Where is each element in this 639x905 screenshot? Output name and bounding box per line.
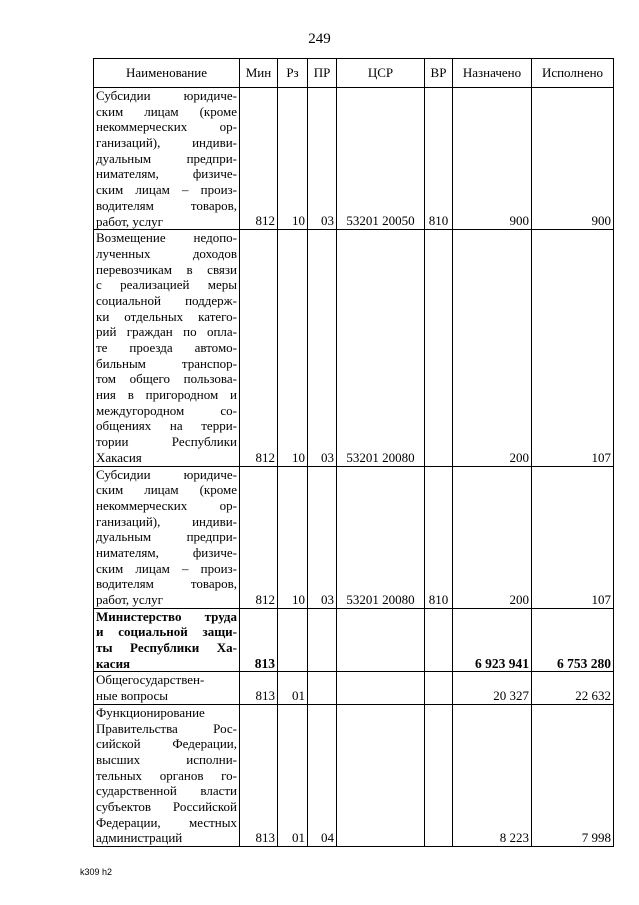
row-name-line: ты Республики Ха- xyxy=(96,640,237,656)
budget-table xyxy=(93,58,614,847)
row-name-line: те проезда автомо- xyxy=(96,340,237,355)
row-name-line: ским лицам (кроме xyxy=(96,103,237,119)
row-pr xyxy=(308,672,337,704)
table-body xyxy=(94,88,614,847)
row-name-line: бильным транспор- xyxy=(96,355,237,371)
row-assigned: 900 xyxy=(453,88,532,230)
header-csr: ЦСР xyxy=(337,59,425,88)
row-name-line: ским лицам – произ- xyxy=(96,560,237,576)
header-rz: Рз xyxy=(278,59,308,88)
row-name-line: ные вопросы xyxy=(96,688,169,704)
row-name-line: ния в пригородном и xyxy=(96,387,237,403)
page-number: 249 xyxy=(308,31,331,47)
row-name-line: касия xyxy=(96,655,131,671)
row-name-line: тельных органов го- xyxy=(96,767,237,783)
table-row xyxy=(94,230,614,466)
header-assigned: Назначено xyxy=(453,59,532,88)
row-name-line: и социальной защи- xyxy=(96,624,237,640)
row-name-line: ским лицам (кроме xyxy=(96,482,237,498)
row-assigned: 6 923 941 xyxy=(453,608,532,672)
row-name-line: водителям товаров, xyxy=(96,197,237,213)
row-name-line: Субсидии юридиче- xyxy=(96,88,237,103)
row-assigned: 8 223 xyxy=(453,704,532,846)
row-name-line: нимателям, физиче- xyxy=(96,166,237,182)
row-executed: 6 753 280 xyxy=(532,608,614,672)
row-assigned: 200 xyxy=(453,466,532,608)
table-row xyxy=(94,672,614,704)
table-row xyxy=(94,608,614,672)
row-executed: 900 xyxy=(532,88,614,230)
row-vr xyxy=(425,704,453,846)
row-name-line: том общего пользова- xyxy=(96,371,237,387)
row-vr xyxy=(425,230,453,466)
table-row xyxy=(94,88,614,230)
row-name-line: дуальным предпри- xyxy=(96,529,237,545)
row-pr: 03 xyxy=(308,466,337,608)
row-min: 812 xyxy=(240,230,278,466)
row-name xyxy=(94,466,240,608)
row-name xyxy=(94,230,240,466)
row-name-line: субъектов Российской xyxy=(96,798,237,814)
row-name-line: работ, услуг xyxy=(96,592,164,607)
row-name-line: администраций xyxy=(96,830,183,846)
row-name-line: Хакасия xyxy=(96,449,142,465)
row-name-line: нимателям, физиче- xyxy=(96,544,237,560)
row-min: 813 xyxy=(240,608,278,672)
row-vr xyxy=(425,672,453,704)
row-name-line: рий граждан по опла- xyxy=(96,324,237,340)
row-name-line: Министерство труда xyxy=(96,608,237,624)
table-row xyxy=(94,704,614,846)
row-min: 812 xyxy=(240,88,278,230)
row-name-line: высших исполни- xyxy=(96,751,237,767)
row-vr: 810 xyxy=(425,88,453,230)
row-rz: 01 xyxy=(278,672,308,704)
row-assigned: 200 xyxy=(453,230,532,466)
table-header-row xyxy=(94,59,614,88)
row-name-line: сийской Федерации, xyxy=(96,736,237,752)
row-name-line: с реализацией меры xyxy=(96,277,237,293)
row-csr: 53201 20080 xyxy=(337,466,425,608)
row-name-line: работ, услуг xyxy=(96,213,164,229)
row-name-line: ским лицам – произ- xyxy=(96,182,237,198)
row-name-line: ки отдельных катего- xyxy=(96,308,237,324)
row-name-line: дуальным предпри- xyxy=(96,150,237,166)
row-name xyxy=(94,704,240,846)
row-name-line: сударственной власти xyxy=(96,783,237,799)
row-name-line: Федерации, местных xyxy=(96,814,237,830)
row-executed: 107 xyxy=(532,466,614,608)
row-csr xyxy=(337,608,425,672)
row-name xyxy=(94,672,240,704)
row-rz: 10 xyxy=(278,88,308,230)
table-row xyxy=(94,466,614,608)
row-name-line: социальной поддерж- xyxy=(96,292,237,308)
row-pr: 03 xyxy=(308,88,337,230)
row-name-line: междугородном со- xyxy=(96,402,237,418)
row-min: 813 xyxy=(240,704,278,846)
row-vr xyxy=(425,608,453,672)
row-executed: 22 632 xyxy=(532,672,614,704)
row-min: 813 xyxy=(240,672,278,704)
row-pr xyxy=(308,608,337,672)
row-csr xyxy=(337,704,425,846)
row-name-line: Субсидии юридиче- xyxy=(96,466,237,482)
row-rz xyxy=(278,608,308,672)
row-assigned: 20 327 xyxy=(453,672,532,704)
row-vr: 810 xyxy=(425,466,453,608)
row-name-line: Функционирование xyxy=(96,704,205,720)
row-name-line: тории Республики xyxy=(96,434,237,450)
row-name-line: некоммерческих ор- xyxy=(96,497,237,513)
row-name xyxy=(94,608,240,672)
row-executed: 107 xyxy=(532,230,614,466)
header-min: Мин xyxy=(240,59,278,88)
row-csr xyxy=(337,672,425,704)
row-name-line: Возмещение недопо- xyxy=(96,230,237,246)
row-pr: 03 xyxy=(308,230,337,466)
row-executed: 7 998 xyxy=(532,704,614,846)
row-name-line: лученных доходов xyxy=(96,245,237,261)
header-executed: Исполнено xyxy=(532,59,614,88)
footer-code: k309 h2 xyxy=(80,867,113,877)
row-csr: 53201 20050 xyxy=(337,88,425,230)
header-pr: ПР xyxy=(308,59,337,88)
row-name-line: Общегосударствен- xyxy=(96,672,205,688)
header-vr: ВР xyxy=(425,59,453,88)
row-name-line: водителям товаров, xyxy=(96,576,237,592)
row-name-line: ганизаций), индиви- xyxy=(96,513,237,529)
row-name-line: перевозчикам в связи xyxy=(96,261,237,277)
row-pr: 04 xyxy=(308,704,337,846)
row-name-line: общениях на терри- xyxy=(96,418,237,434)
header-name: Наименование xyxy=(94,59,240,88)
row-name-line: ганизаций), индиви- xyxy=(96,135,237,151)
row-rz: 10 xyxy=(278,230,308,466)
row-name-line: Правительства Рос- xyxy=(96,720,237,736)
row-csr: 53201 20080 xyxy=(337,230,425,466)
row-rz: 10 xyxy=(278,466,308,608)
row-rz: 01 xyxy=(278,704,308,846)
row-name-line: некоммерческих ор- xyxy=(96,119,237,135)
row-name xyxy=(94,88,240,230)
row-min: 812 xyxy=(240,466,278,608)
